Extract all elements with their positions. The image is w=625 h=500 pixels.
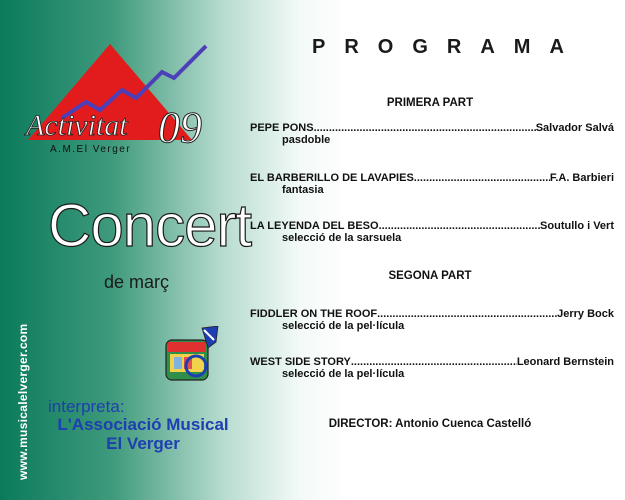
leader-dots <box>417 172 550 184</box>
program-item <box>250 356 614 380</box>
item-composer: Jerry Bock <box>557 308 614 320</box>
part1-heading: PRIMERA PART <box>386 97 474 109</box>
left-panel <box>0 0 252 500</box>
programa-heading: PROGRAMA <box>312 36 583 58</box>
program-item <box>250 308 614 332</box>
part2-heading: SEGONA PART <box>388 270 472 282</box>
performer-label: interpreta: <box>48 397 125 416</box>
item-title: EL BARBERILLO DE LAVAPIES. <box>250 172 417 184</box>
program-item <box>250 172 614 196</box>
association-emblem <box>160 326 220 388</box>
item-type: fantasia <box>282 184 324 196</box>
item-composer: Soutullo i Vert <box>540 220 614 232</box>
item-composer: F.A. Barbieri <box>549 172 614 184</box>
leader-dots <box>314 122 536 134</box>
item-type: selecció de la pel·lícula <box>282 320 405 332</box>
item-composer: Leonard Bernstein <box>516 356 614 368</box>
leader-dots <box>379 220 540 232</box>
website-url: www.musicalelverger.com <box>16 323 30 480</box>
leader-dots <box>377 308 557 320</box>
item-type: selecció de la sarsuela <box>282 232 402 244</box>
concert-title: Concert <box>48 192 252 259</box>
logo-year: 09 <box>158 103 202 152</box>
program-item <box>250 220 614 244</box>
program-item <box>250 122 614 146</box>
item-type: pasdoble <box>282 134 331 146</box>
director-line: DIRECTOR: Antonio Cuenca Castelló <box>328 418 532 430</box>
leader-dots <box>351 356 517 368</box>
activitat-logo <box>24 38 214 163</box>
item-type: selecció de la pel·lícula <box>282 368 405 380</box>
item-title: WEST SIDE STORY <box>250 356 351 368</box>
item-title: FIDDLER ON THE ROOF <box>250 308 378 320</box>
logo-subtext: A.M.El Verger <box>50 144 132 155</box>
item-composer: Salvador Salvá <box>535 122 614 134</box>
concert-subtitle: de març <box>104 272 170 292</box>
item-title: PEPE PONS <box>250 122 314 134</box>
logo-text: Activitat <box>26 109 128 142</box>
performer-name: L'Associació Musical El Verger <box>57 415 229 453</box>
item-title: LA LEYENDA DEL BESO <box>250 220 379 232</box>
